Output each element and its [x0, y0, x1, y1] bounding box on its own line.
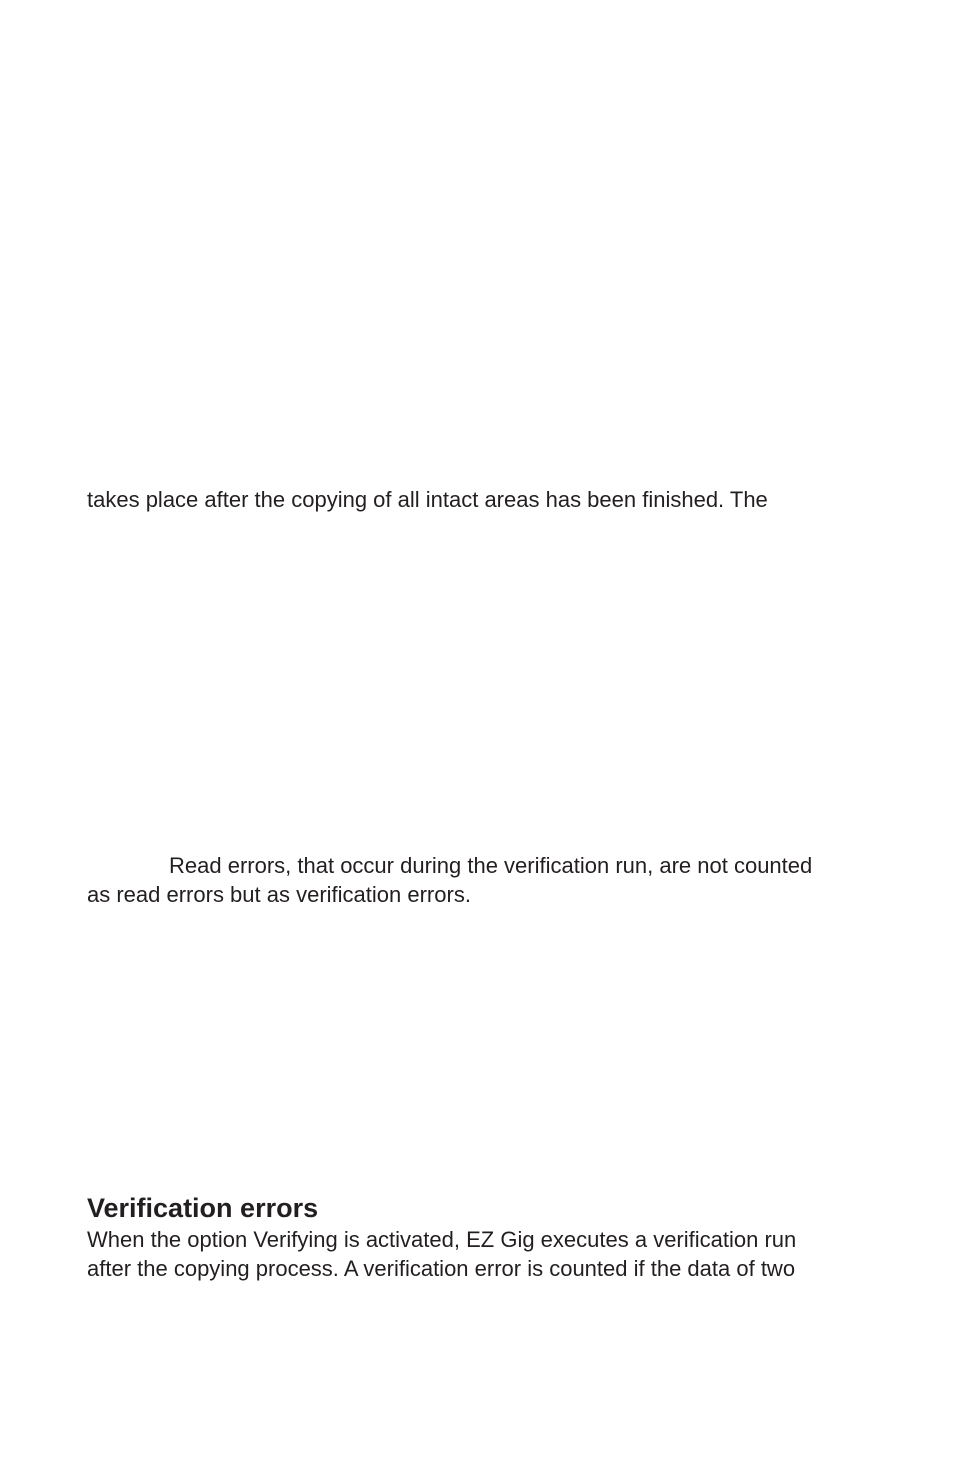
- text-line-verification-option: When the option Verifying is activated, EZ Gig executes a verification run: [87, 1227, 797, 1252]
- text-line-verification-process: after the copying process. A verification error is counted if the data of two: [87, 1256, 796, 1281]
- section-heading-verification-errors: Verification errors: [87, 1193, 319, 1223]
- text-line-intact-areas: takes place after the copying of all intact areas has been finished. The: [87, 487, 768, 512]
- text-line-verification-errors-count: as read errors but as verification errors.: [87, 882, 471, 907]
- text-line-read-errors: Read errors, that occur during the verification run, are not counted: [169, 853, 813, 878]
